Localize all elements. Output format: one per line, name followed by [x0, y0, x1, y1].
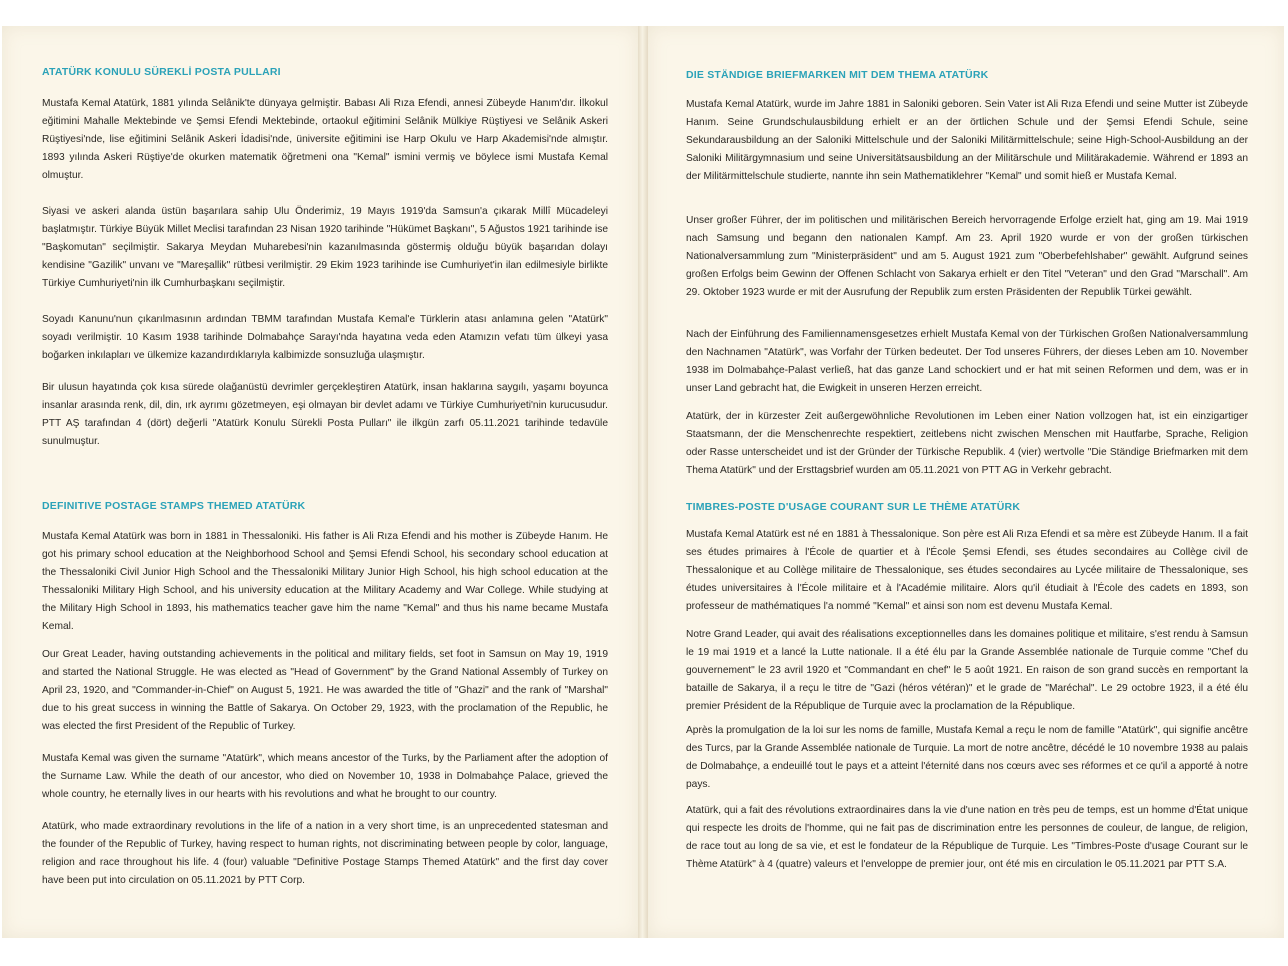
german-heading: DIE STÄNDIGE BRIEFMARKEN MIT DEM THEMA ATATÜRK: [686, 69, 989, 81]
english-paragraph-1-wrap: [42, 528, 608, 636]
french-paragraph-2-wrap: [686, 626, 1248, 716]
english-paragraph-2: Our Great Leader, having outstanding achievements in the political and military fields, set foot in Samsun on May 19, 1919 and started the National Struggle. He was elected as "Head of Government" by the Grand National Assembly of Turkey on April 23, 1920, and "Commander-in-Chief" on August 5, 1921. He was awarded the title of "Ghazi" and the rank of "Marshal" due to his great success in winning the Battle of Sakarya. On October 29, 1923, with the proclamation of the Republic, he was elected the first President of the Republic of Turkey.: [42, 649, 608, 732]
turkish-paragraph-3-wrap: [42, 311, 608, 365]
french-paragraph-1: Mustafa Kemal Atatürk est né en 1881 à Thessalonique. Son père est Ali Rıza Efendi et sa mère est Zübeyde Hanım. Il a fait ses études primaires à l'École de quartier et à l'École Şemsi Efendi, ses études secondaires au Collège civil de Thessalonique et au Collège militaire de Thessalonique, ses études secondaires au Lycée militaire de Thessalonique, ses études universitaires à l'École militaire et à l'Académie militaire. Alors qu'il étudiait à l'École des cadets en 1893, son professeur de mathématiques l'a nommé "Kemal" et ainsi son nom est devenu Mustafa Kemal.: [686, 529, 1248, 612]
german-paragraph-1: Mustafa Kemal Atatürk, wurde im Jahre 1881 in Saloniki geboren. Sein Vater ist Ali Rıza Efendi und seine Mutter ist Zübeyde Hanım. Seine Grundschulausbildung erhielt er an der örtlichen Schule und der Şemsi Efendi Schule, seine Sekundarausbildung an der Saloniki Mittelschule und der Saloniki Militärmittelschule; seine High-School-Ausbildung an der Saloniki Militärgymnasium und seine Universitätsausbildung an der Militärschule und Militärakademie. Während er 1893 an der Militärmittelschule studierte, nannte ihn sein Mathematiklehrer "Kemal" und somit hieß er Mustafa Kemal.: [686, 99, 1248, 182]
english-paragraph-3-wrap: [42, 750, 608, 804]
english-paragraph-4-wrap: [42, 818, 608, 890]
german-paragraph-4: Atatürk, der in kürzester Zeit außergewöhnliche Revolutionen im Leben einer Nation vollzogen hat, ist ein einzigartiger Staatsmann, der die Menschenrechte respektiert, zeitlebens nicht zwischen Menschen mit Hautfarbe, Sprache, Religion oder Rasse unterscheidet und ist der Gründer der Türkische Republik. 4 (vier) wertvolle "Die Ständige Briefmarken mit dem Thema Atatürk" und der Ersttagsbrief wurden am 05.11.2021 von PTT AG in Verkehr gebracht.: [686, 411, 1248, 476]
turkish-heading: ATATÜRK KONULU SÜREKLİ POSTA PULLARI: [42, 66, 281, 78]
turkish-paragraph-2-wrap: [42, 203, 608, 293]
turkish-paragraph-2: Siyasi ve askeri alanda üstün başarılara sahip Ulu Önderimiz, 19 Mayıs 1919'da Samsun'a çıkarak Millî Mücadeleyi başlatmıştır. Türkiye Büyük Millet Meclisi tarafından 23 Nisan 1920 tarihinde "Hükümet Başkanı", 5 Ağustos 1921 tarihinde ise "Başkomutan" seçilmiştir. Sakarya Meydan Muharebesi'nin kazanılmasında göstermiş olduğu büyük başarıdan dolayı kendisine "Gazilik" unvanı ve "Mareşallik" rütbesi verilmiştir. 29 Ekim 1923 tarihinde ise Cumhuriyet'in ilan edilmesiyle birlikte Türkiye Cumhuriyeti'nin ilk Cumhurbaşkanı seçilmiştir.: [42, 206, 608, 289]
turkish-paragraph-4: Bir ulusun hayatında çok kısa sürede olağanüstü devrimler gerçekleştiren Atatürk, insan haklarına saygılı, yaşamı boyunca insanlar arasında renk, dil, din, ırk ayrımı gözetmeyen, eşi olmayan bir devlet adamı ve Türkiye Cumhuriyeti'nin kurucusudur. PTT AŞ tarafından 4 (dört) değerli "Atatürk Konulu Sürekli Posta Pulları" ile ilkgün zarfı 05.11.2021 tarihinde tedavüle sunulmuştur.: [42, 382, 608, 447]
english-paragraph-1: Mustafa Kemal Atatürk was born in 1881 in Thessaloniki. His father is Ali Rıza Efendi and his mother is Zübeyde Hanım. He got his primary school education at the Neighborhood School and Şemsi Efendi School, his secondary school education at the Thessaloniki Civil Junior High School and the Thessaloniki Military Junior High School, his high school education at the Thessaloniki Military High School, and his university education at the Military Academy and War College. While studying at the Military High School in 1893, his mathematics teacher gave him the name "Kemal" and thus his name became Mustafa Kemal.: [42, 531, 608, 632]
german-paragraph-3-wrap: [686, 326, 1248, 398]
english-paragraph-4: Atatürk, who made extraordinary revolutions in the life of a nation in a very short time, is an unprecedented statesman and the founder of the Republic of Turkey, having respect to human rights, not discriminating between people by color, language, religion and race throughout his life. 4 (four) valuable "Definitive Postage Stamps Themed Atatürk" and the first day cover have been put into circulation on 05.11.2021 by PTT Corp.: [42, 821, 608, 886]
german-paragraph-4-wrap: [686, 408, 1248, 480]
english-section: [42, 500, 608, 512]
french-paragraph-4: Atatürk, qui a fait des révolutions extraordinaires dans la vie d'une nation en très peu de temps, est un homme d'État unique qui respecte les droits de l'homme, qui ne fait pas de discrimination entre les personnes de couleur, de langue, de religion, de race tout au long de sa vie, et est le fondateur de la République de Turquie. Les "Timbres-Poste d'usage Courant sur le Thème Atatürk" à 4 (quatre) valeurs et l'enveloppe de premier jour, ont été mis en circulation le 05.11.2021 par PTT S.A.: [686, 805, 1248, 870]
turkish-paragraph-3: Soyadı Kanunu'nun çıkarılmasının ardından TBMM tarafından Mustafa Kemal'e Türklerin atası anlamına gelen "Atatürk" soyadı verilmiştir. 10 Kasım 1938 tarihinde Dolmabahçe Sarayı'nda hayatına veda eden Atamızın vefatı tüm ülkeyi yasa boğarken inkılapları ve ülkemize kazandırdıklarıyla kalbimizde sonsuzluğa ulaşmıştır.: [42, 314, 608, 361]
french-paragraph-3-wrap: [686, 722, 1248, 794]
right-page: [648, 26, 1284, 938]
turkish-paragraph-4-wrap: [42, 379, 608, 451]
german-paragraph-3: Nach der Einführung des Familiennamensgesetzes erhielt Mustafa Kemal von der Türkischen Großen Nationalversammlung den Nachnamen "Atatürk", was Vorfahr der Türken bedeutet. Der Tod unseres Führers, der dieses Leben am 10. November 1938 im Dolmabahçe-Palast verließ, hat das ganze Land schockiert und er hat mit seinen Reformen und dem, was er in unser Land gebracht hat, die Ewigkeit in unseren Herzen erreicht.: [686, 329, 1248, 394]
german-paragraph-2: Unser großer Führer, der im politischen und militärischen Bereich hervorragende Erfolge erzielt hat, ging am 19. Mai 1919 nach Samsung und begann den nationalen Kampf. Am 23. April 1920 wurde er von der großen türkischen Nationalversammlung zum "Ministerpräsident" und am 5. August 1921 zum "Oberbefehlshaber" gewählt. Aufgrund seines großen Erfolgs beim Gewinn der Offenen Schlacht von Sakarya erhielt er den Titel "Veteran" und den Grad "Marschall". Am 29. Oktober 1923 wurde er mit der Ausrufung der Republik zum ersten Präsidenten der Republik Türkei gewählt.: [686, 215, 1248, 298]
turkish-paragraph-1-wrap: [42, 95, 608, 185]
french-heading: TIMBRES-POSTE D'USAGE COURANT SUR LE THÈME ATATÜRK: [686, 501, 1021, 513]
turkish-paragraph-1: Mustafa Kemal Atatürk, 1881 yılında Selânik'te dünyaya gelmiştir. Babası Ali Rıza Efendi, annesi Zübeyde Hanım'dır. İlkokul eğitimini Mahalle Mektebinde ve Şemsi Efendi Mektebinde, ortaokul eğitimini Selânik Mülkiye Rüştiyesi ve Selânik Askeri Rüştiyesi'nde, lise eğitimini Selânik Askeri İdadisi'nde, üniversite eğitimini ise Harp Okulu ve Harp Akademisi'nde almıştır. 1893 yılında Askeri Rüştiye'de okurken matematik öğretmeni ona "Kemal" ismini vermiş ve böylece ismi Mustafa Kemal olmuştur.: [42, 98, 608, 181]
french-paragraph-4-wrap: [686, 802, 1248, 874]
english-paragraph-3: Mustafa Kemal was given the surname "Atatürk", which means ancestor of the Turks, by the Parliament after the adoption of the Surname Law. While the death of our ancestor, who died on November 10, 1938 in Dolmabahçe Palace, grieved the whole country, he eternally lives in our hearts with his revolutions and what he brought to our country.: [42, 753, 608, 800]
german-paragraph-2-wrap: [686, 212, 1248, 302]
german-section: [686, 69, 1248, 81]
english-heading: DEFINITIVE POSTAGE STAMPS THEMED ATATÜRK: [42, 500, 306, 512]
german-paragraph-1-wrap: [686, 96, 1248, 186]
french-section: [686, 501, 1248, 513]
french-paragraph-3: Après la promulgation de la loi sur les noms de famille, Mustafa Kemal a reçu le nom de famille "Atatürk", qui signifie ancêtre des Turcs, par la Grande Assemblée nationale de Turquie. La mort de notre ancêtre, décédé le 10 novembre 1938 au palais de Dolmabahçe, a endeuillé tout le pays et a atteint l'éternité dans nos cœurs avec ses réformes et ce qu'il a apporté à notre pays.: [686, 725, 1248, 790]
french-paragraph-2: Notre Grand Leader, qui avait des réalisations exceptionnelles dans les domaines politique et militaire, s'est rendu à Samsun le 19 mai 1919 et a lancé la Lutte nationale. Il a été élu par la Grande Assemblée nationale de Turquie comme "Chef du gouvernement" le 23 avril 1920 et "Commandant en chef" le 5 août 1921. En raison de son grand succès en remportant la bataille de Sakarya, il a reçu le titre de "Gazi (héros vétéran)" et le grade de "Maréchal". Le 29 octobre 1923, il a été élu premier Président de la République de Turquie avec la proclamation de la République.: [686, 629, 1249, 712]
french-paragraph-1-wrap: [686, 526, 1248, 616]
left-page: [2, 26, 638, 938]
page-gutter: [638, 26, 648, 938]
english-paragraph-2-wrap: [42, 646, 608, 736]
turkish-section: [42, 66, 608, 78]
